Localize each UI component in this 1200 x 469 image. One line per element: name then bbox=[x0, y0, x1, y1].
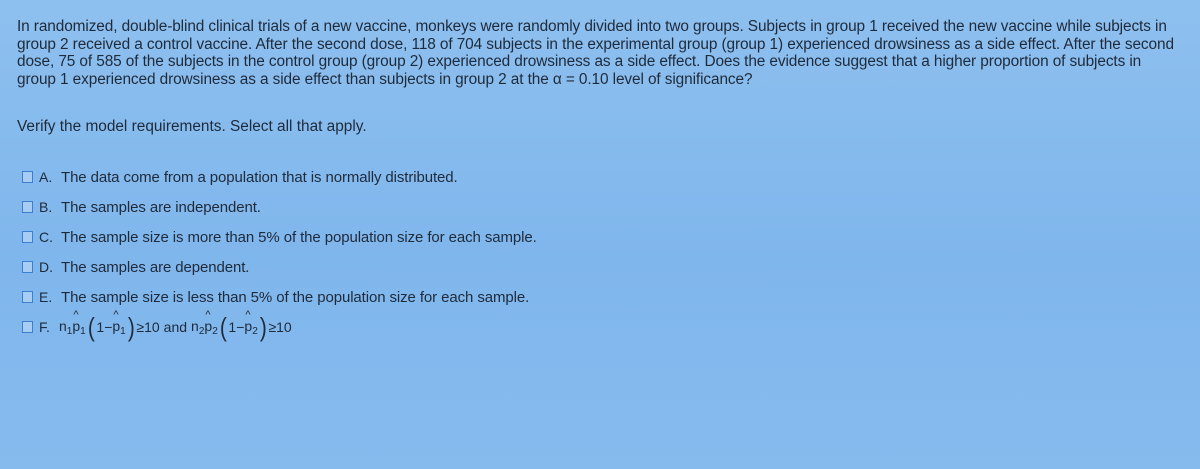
formula-ten-2: 10 bbox=[276, 319, 292, 335]
options-list bbox=[22, 162, 537, 342]
formula-ten: 10 bbox=[144, 319, 160, 335]
instruction-text: Verify the model requirements. Select all that apply. bbox=[17, 118, 367, 135]
option-a[interactable] bbox=[22, 162, 537, 192]
option-letter: D. bbox=[39, 259, 53, 275]
formula-n2: $n_2$ bbox=[191, 317, 205, 337]
option-b[interactable] bbox=[22, 192, 537, 222]
option-e[interactable] bbox=[22, 282, 537, 312]
formula-ge-2: ≥ bbox=[268, 319, 277, 335]
formula-minus: − bbox=[104, 319, 113, 335]
formula-p2-hat-2: ^ $p_2$ bbox=[244, 318, 257, 337]
formula-and: and bbox=[163, 319, 188, 335]
option-f[interactable] bbox=[22, 312, 537, 342]
formula-minus-2: − bbox=[236, 319, 245, 335]
formula-one-2: 1 bbox=[228, 319, 237, 335]
option-c[interactable] bbox=[22, 222, 537, 252]
checkbox[interactable] bbox=[22, 261, 33, 273]
formula-close-paren-2: ) bbox=[259, 312, 267, 342]
formula-p1-hat-2: ^ $p_1$ bbox=[112, 318, 125, 337]
question-text: In randomized, double-blind clinical trials of a new vaccine, monkeys were randomly divided into two groups. Subjects in group 1 received the new vaccine while subjects in group 2 received a control vaccine. After the second dose, 118 of 704 subjects in the experimental group (group 1) experienced drowsiness as a side effect. After the second dose, 75 of 585 of the subjects in the control group (group 2) experienced drowsiness as a side effect. Does the evidence suggest that a higher proportion of subjects in group 1 experienced drowsiness as a side effect than subjects in group 2 at the α = 0.10 level of significance? bbox=[17, 18, 1174, 88]
option-letter: F. bbox=[39, 319, 50, 335]
checkbox[interactable] bbox=[22, 291, 33, 303]
formula-p1-hat: ^ $p_1$ bbox=[72, 318, 85, 337]
option-label: The samples are dependent. bbox=[61, 258, 250, 276]
checkbox[interactable] bbox=[22, 201, 33, 213]
option-letter: E. bbox=[39, 289, 53, 305]
formula-n1: $n_1$ bbox=[59, 317, 73, 337]
option-label: The sample size is more than 5% of the population size for each sample. bbox=[61, 228, 537, 246]
option-letter: C. bbox=[39, 229, 53, 245]
formula-open-paren-2: ( bbox=[219, 312, 227, 342]
checkbox[interactable] bbox=[22, 171, 33, 183]
formula-one: 1 bbox=[96, 319, 105, 335]
formula-open-paren: ( bbox=[87, 312, 95, 342]
formula-p2-hat: ^ $p_2$ bbox=[204, 318, 217, 337]
option-formula bbox=[59, 314, 292, 340]
checkbox[interactable] bbox=[22, 231, 33, 243]
formula-close-paren: ) bbox=[127, 312, 135, 342]
formula-ge: ≥ bbox=[136, 319, 145, 335]
option-label: The sample size is less than 5% of the population size for each sample. bbox=[61, 288, 530, 306]
checkbox[interactable] bbox=[22, 321, 33, 333]
option-d[interactable] bbox=[22, 252, 537, 282]
option-letter: A. bbox=[39, 169, 53, 185]
option-label: The data come from a population that is normally distributed. bbox=[61, 168, 458, 186]
option-label: The samples are independent. bbox=[61, 198, 261, 216]
option-letter: B. bbox=[39, 199, 53, 215]
